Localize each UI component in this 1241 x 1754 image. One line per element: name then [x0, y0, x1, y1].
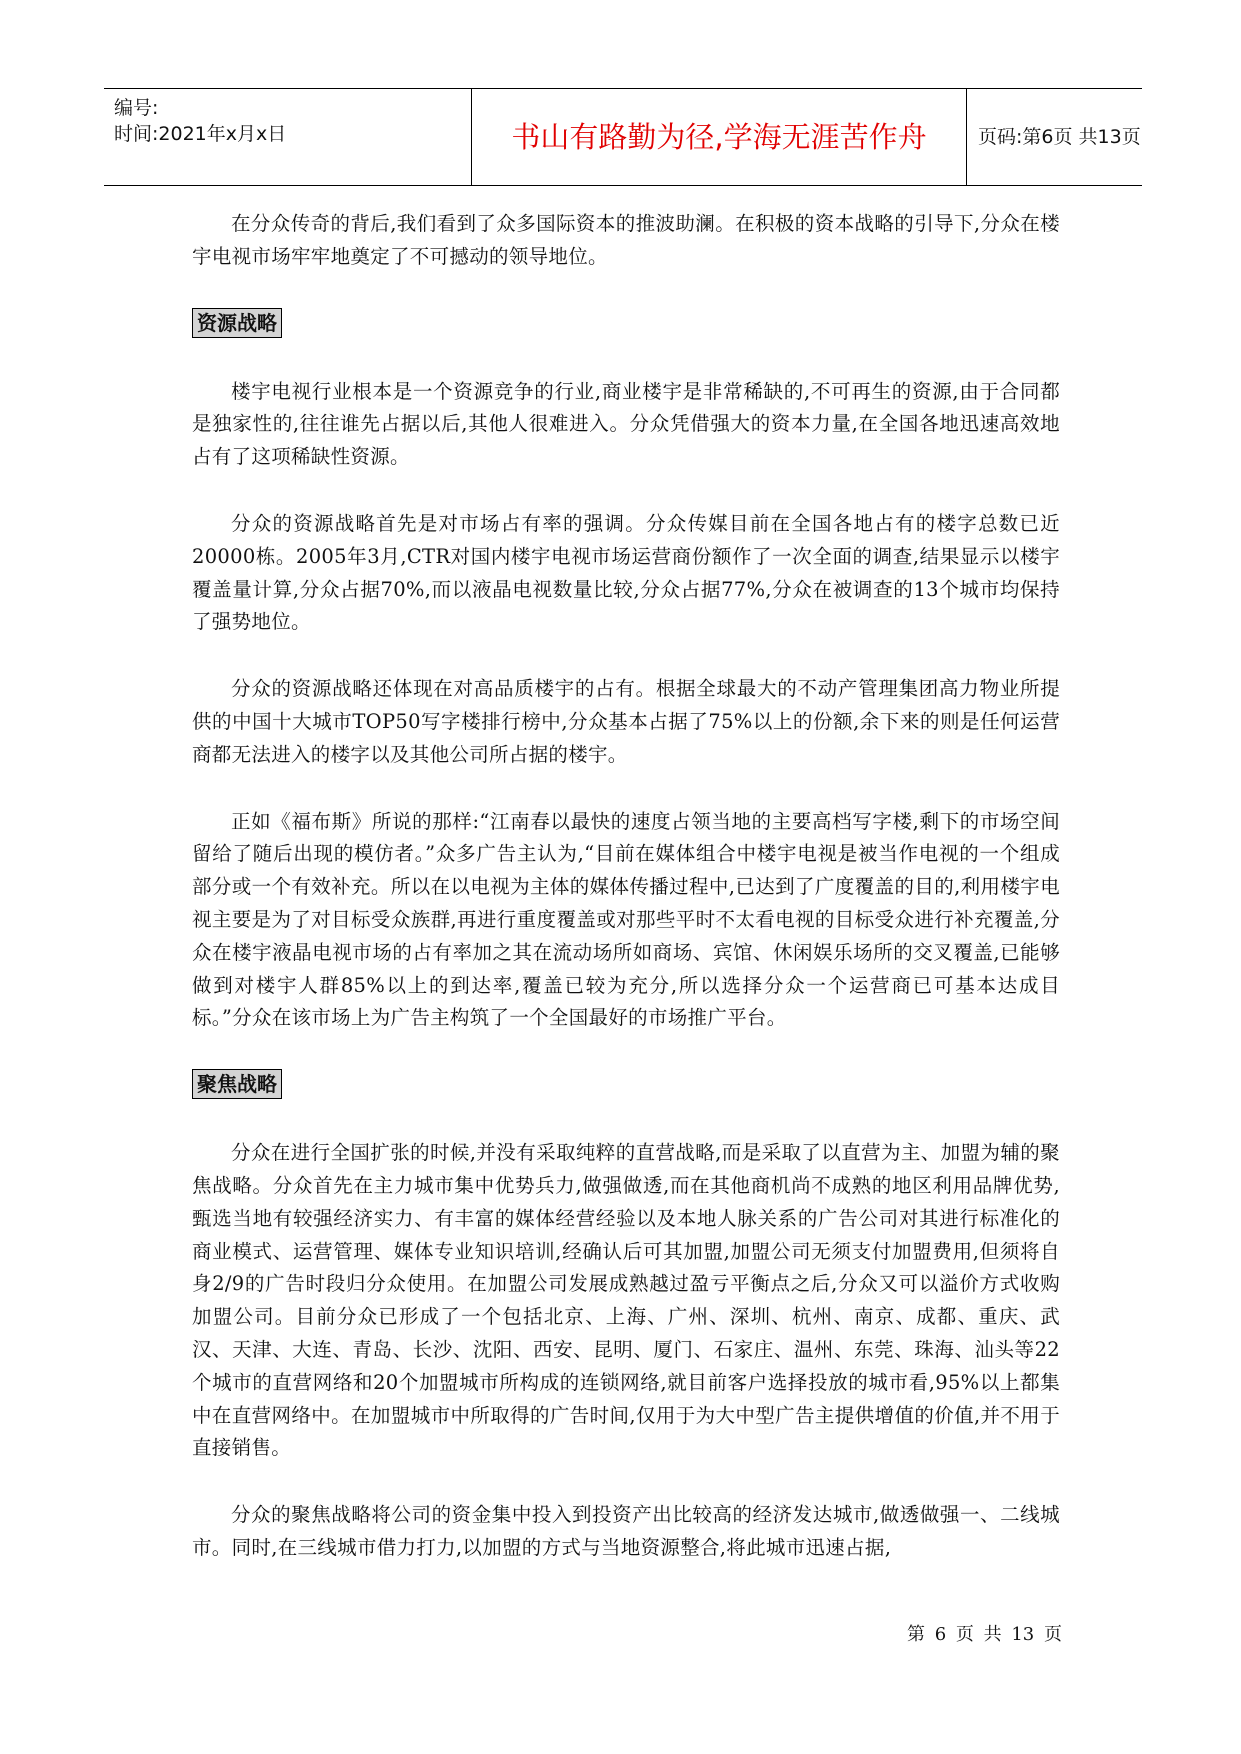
- number-label: 编号:: [114, 97, 159, 119]
- section-heading: 资源战略: [192, 308, 282, 338]
- time-label: 时间:2021年x月x日: [114, 123, 287, 145]
- header-motto: 书山有路勤为径,学海无涯苦作舟: [511, 120, 927, 154]
- paragraph: 分众在进行全国扩张的时候,并没有采取纯粹的直营战略,而是采取了以直营为主、加盟为辅的聚焦战略。分众首先在主力城市集中优势兵力,做强做透,而在其他商机尚不成熟的地区利用品牌优势,甄选当地有较强经济实力、有丰富的媒体经营经验以及本地人脉关系的广告公司对其进行标准化的商业模式、运营管理、媒体专业知识培训,经确认后可其加盟,加盟公司无须支付加盟费用,但须将自身2/9的广告时段归分众使用。在加盟公司发展成熟越过盈亏平衡点之后,分众又可以溢价方式收购加盟公司。目前分众已形成了一个包括北京、上海、广州、深圳、杭州、南京、成都、重庆、武汉、天津、大连、青岛、长沙、沈阳、西安、昆明、厦门、石家庄、温州、东莞、珠海、汕头等22个城市的直营网络和20个加盟城市所构成的连锁网络,就目前客户选择投放的城市看,95%以上都集中在直营网络中。在加盟城市中所取得的广告时间,仅用于为大中型广告主提供增值的价值,并不用于直接销售。: [192, 1141, 1060, 1460]
- paragraph: 分众的资源战略还体现在对高品质楼宇的占有。根据全球最大的不动产管理集团高力物业所提供的中国十大城市TOP50写字楼排行榜中,分众基本占据了75%以上的份额,余下来的则是任何运营商都无法进入的楼字以及其他公司所占据的楼宇。: [192, 677, 1060, 766]
- header-page-number: 页码:第6页 共13页: [978, 126, 1141, 148]
- header-meta: [114, 89, 470, 185]
- page-header: [104, 88, 1142, 186]
- section-heading: 聚焦战略: [192, 1069, 282, 1099]
- paragraph: 楼宇电视行业根本是一个资源竞争的行业,商业楼宇是非常稀缺的,不可再生的资源,由于合同都是独家性的,往往谁先占据以后,其他人很难进入。分众凭借强大的资本力量,在全国各地迅速高效地占有了这项稀缺性资源。: [192, 379, 1060, 469]
- paragraph: 正如《福布斯》所说的那样:“江南春以最快的速度占领当地的主要高档写字楼,剩下的市场空间留给了随后出现的模仿者。”众多广告主认为,“目前在媒体组合中楼宇电视是被当作电视的一个组成部分或一个有效补充。所以在以电视为主体的媒体传播过程中,已达到了广度覆盖的目的,利用楼宇电视主要是为了对目标受众族群,再进行重度覆盖或对那些平时不太看电视的目标受众进行补充覆盖,分众在楼宇液晶电视市场的占有率加之其在流动场所如商场、宾馆、休闲娱乐场所的交叉覆盖,已能够做到对楼宇人群85%以上的到达率,覆盖已较为充分,所以选择分众一个运营商已可基本达成目标。”分众在该市场上为广告主构筑了一个全国最好的市场推广平台。: [192, 809, 1060, 1030]
- paragraph: 分众的资源战略首先是对市场占有率的强调。分众传媒目前在全国各地占有的楼字总数已近20000栋。2005年3月,CTR对国内楼宇电视市场运营商份额作了一次全面的调查,结果显示以楼宇覆盖量计算,分众占据70%,而以液晶电视数量比较,分众占据77%,分众在被调查的13个城市均保持了强势地位。: [192, 511, 1060, 634]
- paragraph: 分众的聚焦战略将公司的资金集中投入到投资产出比较高的经济发达城市,做透做强一、二线城市。同时,在三线城市借力打力,以加盟的方式与当地资源整合,将此城市迅速占据,: [192, 1503, 1060, 1559]
- paragraph: 在分众传奇的背后,我们看到了众多国际资本的推波助澜。在积极的资本战略的引导下,分众在楼宇电视市场牢牢地奠定了不可撼动的领导地位。: [192, 212, 1060, 268]
- page-footer: 第 6 页 共 13 页: [907, 1624, 1062, 1645]
- document-body: [192, 208, 1060, 1565]
- header-divider: [966, 89, 967, 185]
